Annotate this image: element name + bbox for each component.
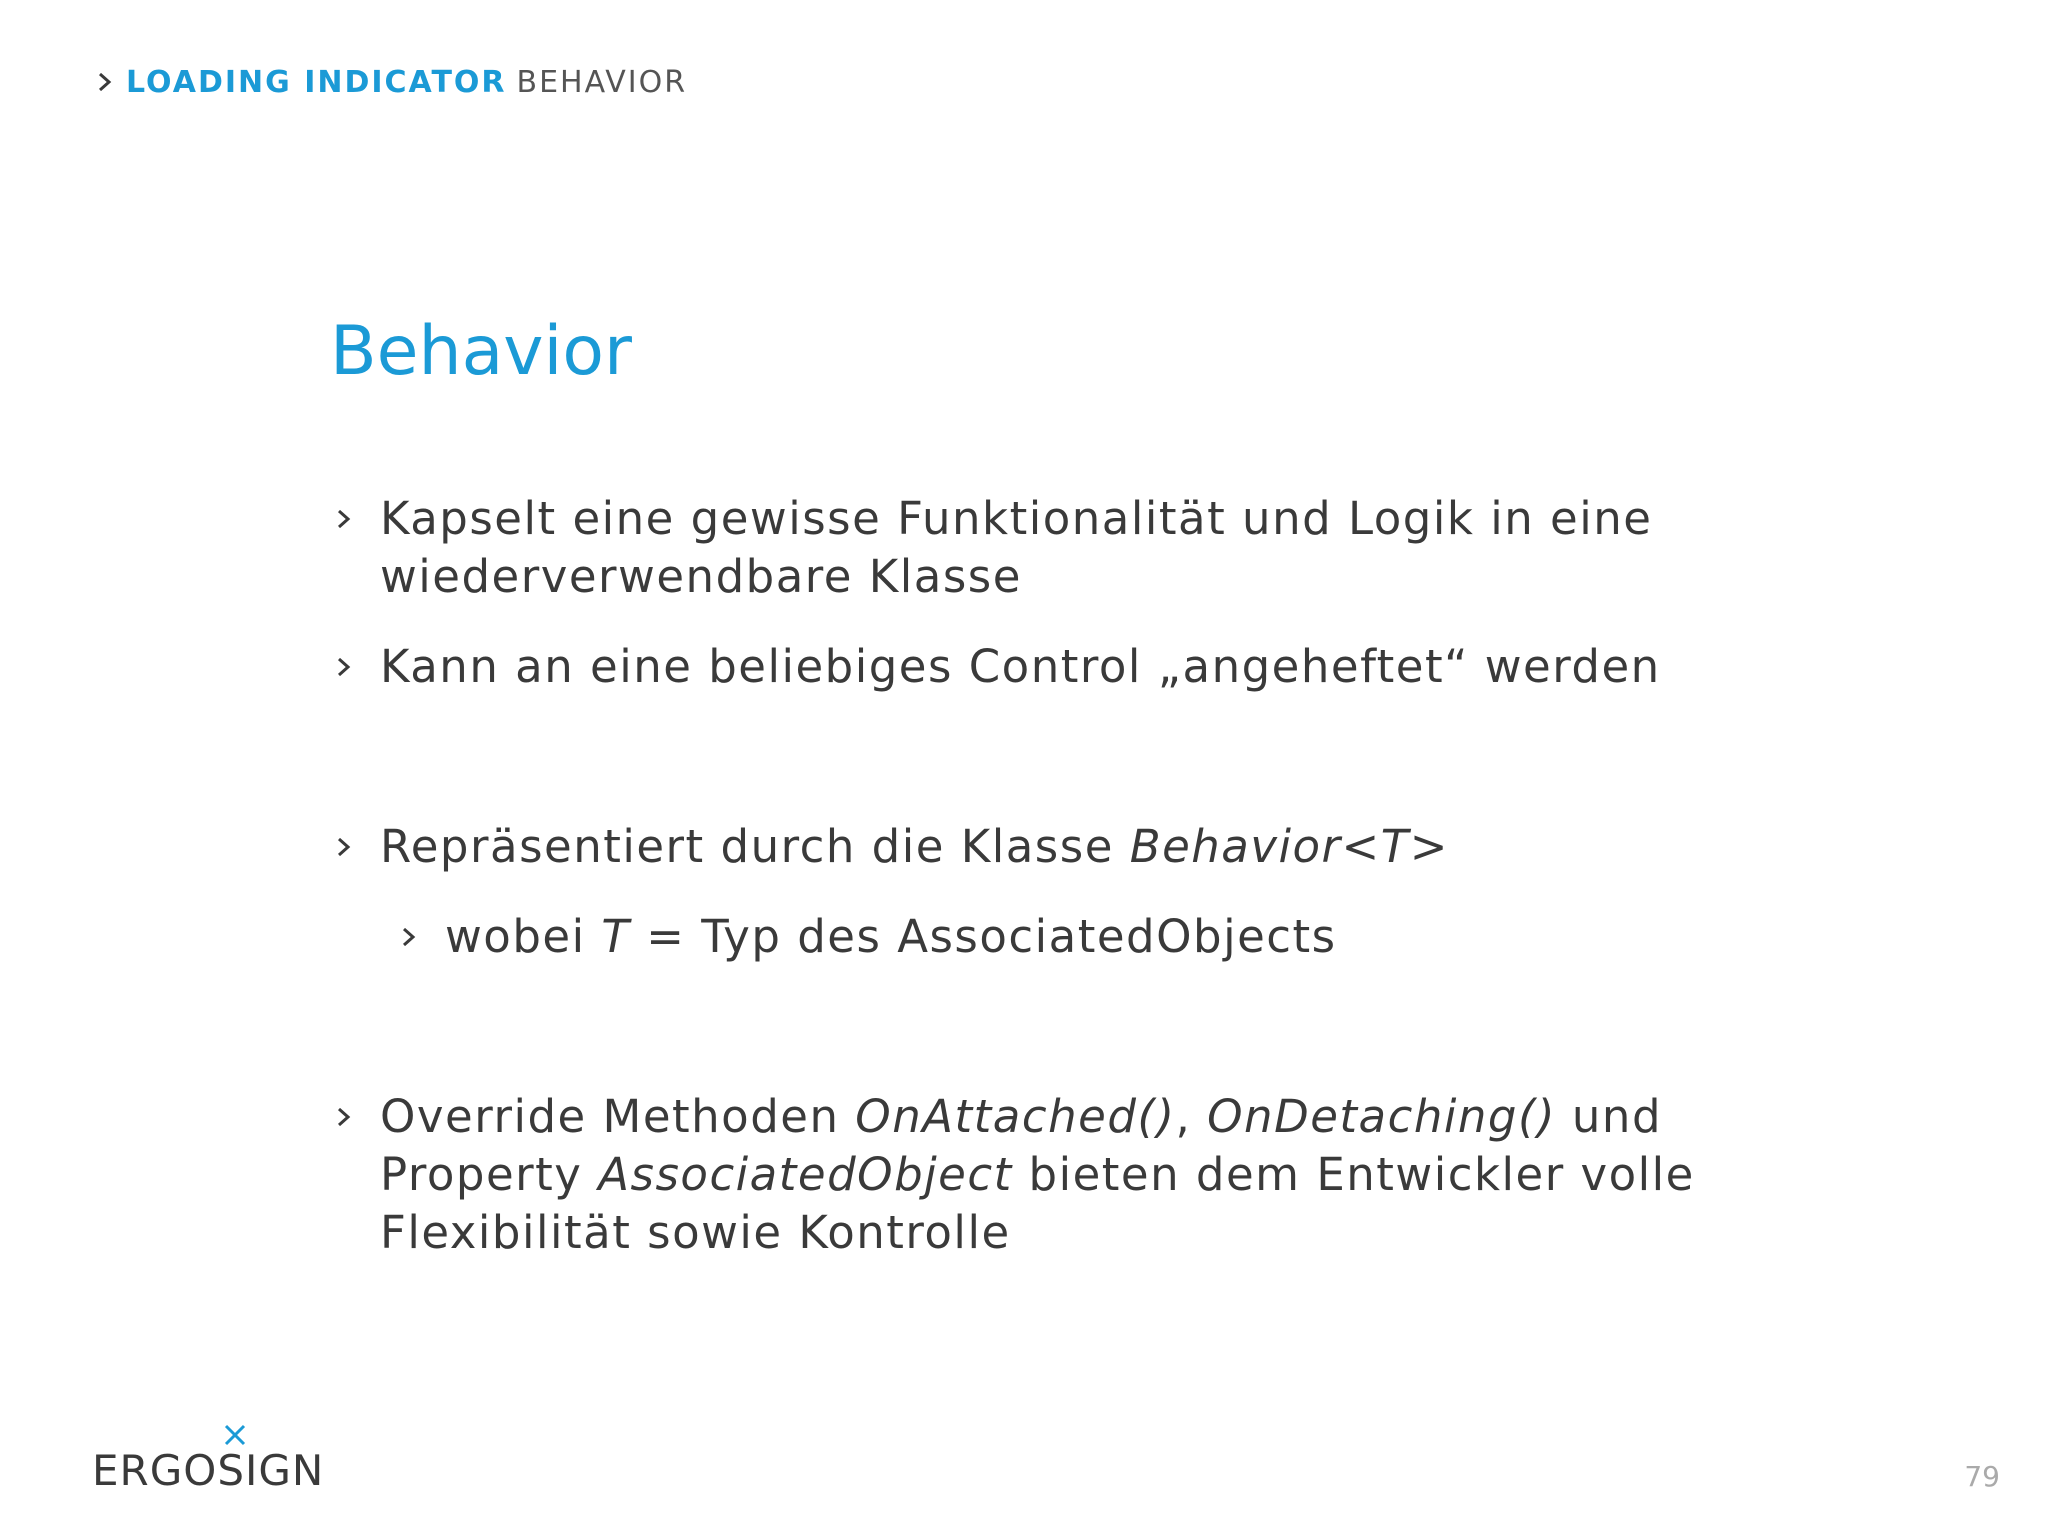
- bullet-item-behavior-class: [330, 818, 1750, 876]
- property-name: AssociatedObject: [598, 1148, 1013, 1201]
- bullet-text: bieten dem Entwickler volle: [1012, 1148, 1695, 1201]
- class-name: Behavior<T>: [1129, 820, 1449, 873]
- bullet-text: wobei: [445, 910, 602, 963]
- bullet-text: Repräsentiert durch die Klasse: [380, 820, 1130, 873]
- breadcrumb-topic: BEHAVIOR: [516, 64, 688, 100]
- bullet-item-override-methods: [330, 1088, 1750, 1262]
- bullet-text: Kann an eine beliebiges Control „angeheftet“ werden: [380, 640, 1661, 693]
- method-name: OnDetaching(): [1207, 1090, 1557, 1143]
- bullet-text: Property: [380, 1148, 599, 1201]
- type-param: T: [601, 910, 631, 963]
- bullet-text-line: wiederverwendbare Klasse: [380, 550, 1022, 603]
- chevron-right-icon: [330, 504, 358, 534]
- bullet-text: = Typ des AssociatedObjects: [630, 910, 1337, 963]
- bullet-text-line: Kapselt eine gewisse Funktionalität und Logik in eine: [380, 492, 1653, 545]
- bullet-text-line: Flexibilität sowie Kontrolle: [380, 1206, 1011, 1259]
- breadcrumb: [90, 62, 687, 102]
- chevron-right-icon: [395, 922, 423, 952]
- bullet-text: Override Methoden: [380, 1090, 856, 1143]
- method-name: OnAttached(): [855, 1090, 1176, 1143]
- x-mark-icon: [222, 1422, 248, 1448]
- chevron-right-icon: [330, 1102, 358, 1132]
- chevron-right-icon: [90, 67, 120, 97]
- chevron-right-icon: [330, 832, 358, 862]
- breadcrumb-section: LOADING INDICATOR: [126, 64, 507, 100]
- bullet-item-attachable: [330, 638, 1750, 696]
- slide-title: Behavior: [330, 312, 632, 391]
- bullet-text: und: [1556, 1090, 1663, 1143]
- chevron-right-icon: [330, 652, 358, 682]
- page-number: 79: [1964, 1460, 2000, 1493]
- sub-bullet-item-type-param: [395, 908, 1750, 966]
- bullet-text: ,: [1175, 1090, 1208, 1143]
- bullet-list: [330, 490, 1750, 1262]
- bullet-item-encapsulation: [330, 490, 1750, 606]
- ergosign-logo: [92, 1422, 325, 1495]
- logo-text: ERGOSIGN: [92, 1446, 325, 1495]
